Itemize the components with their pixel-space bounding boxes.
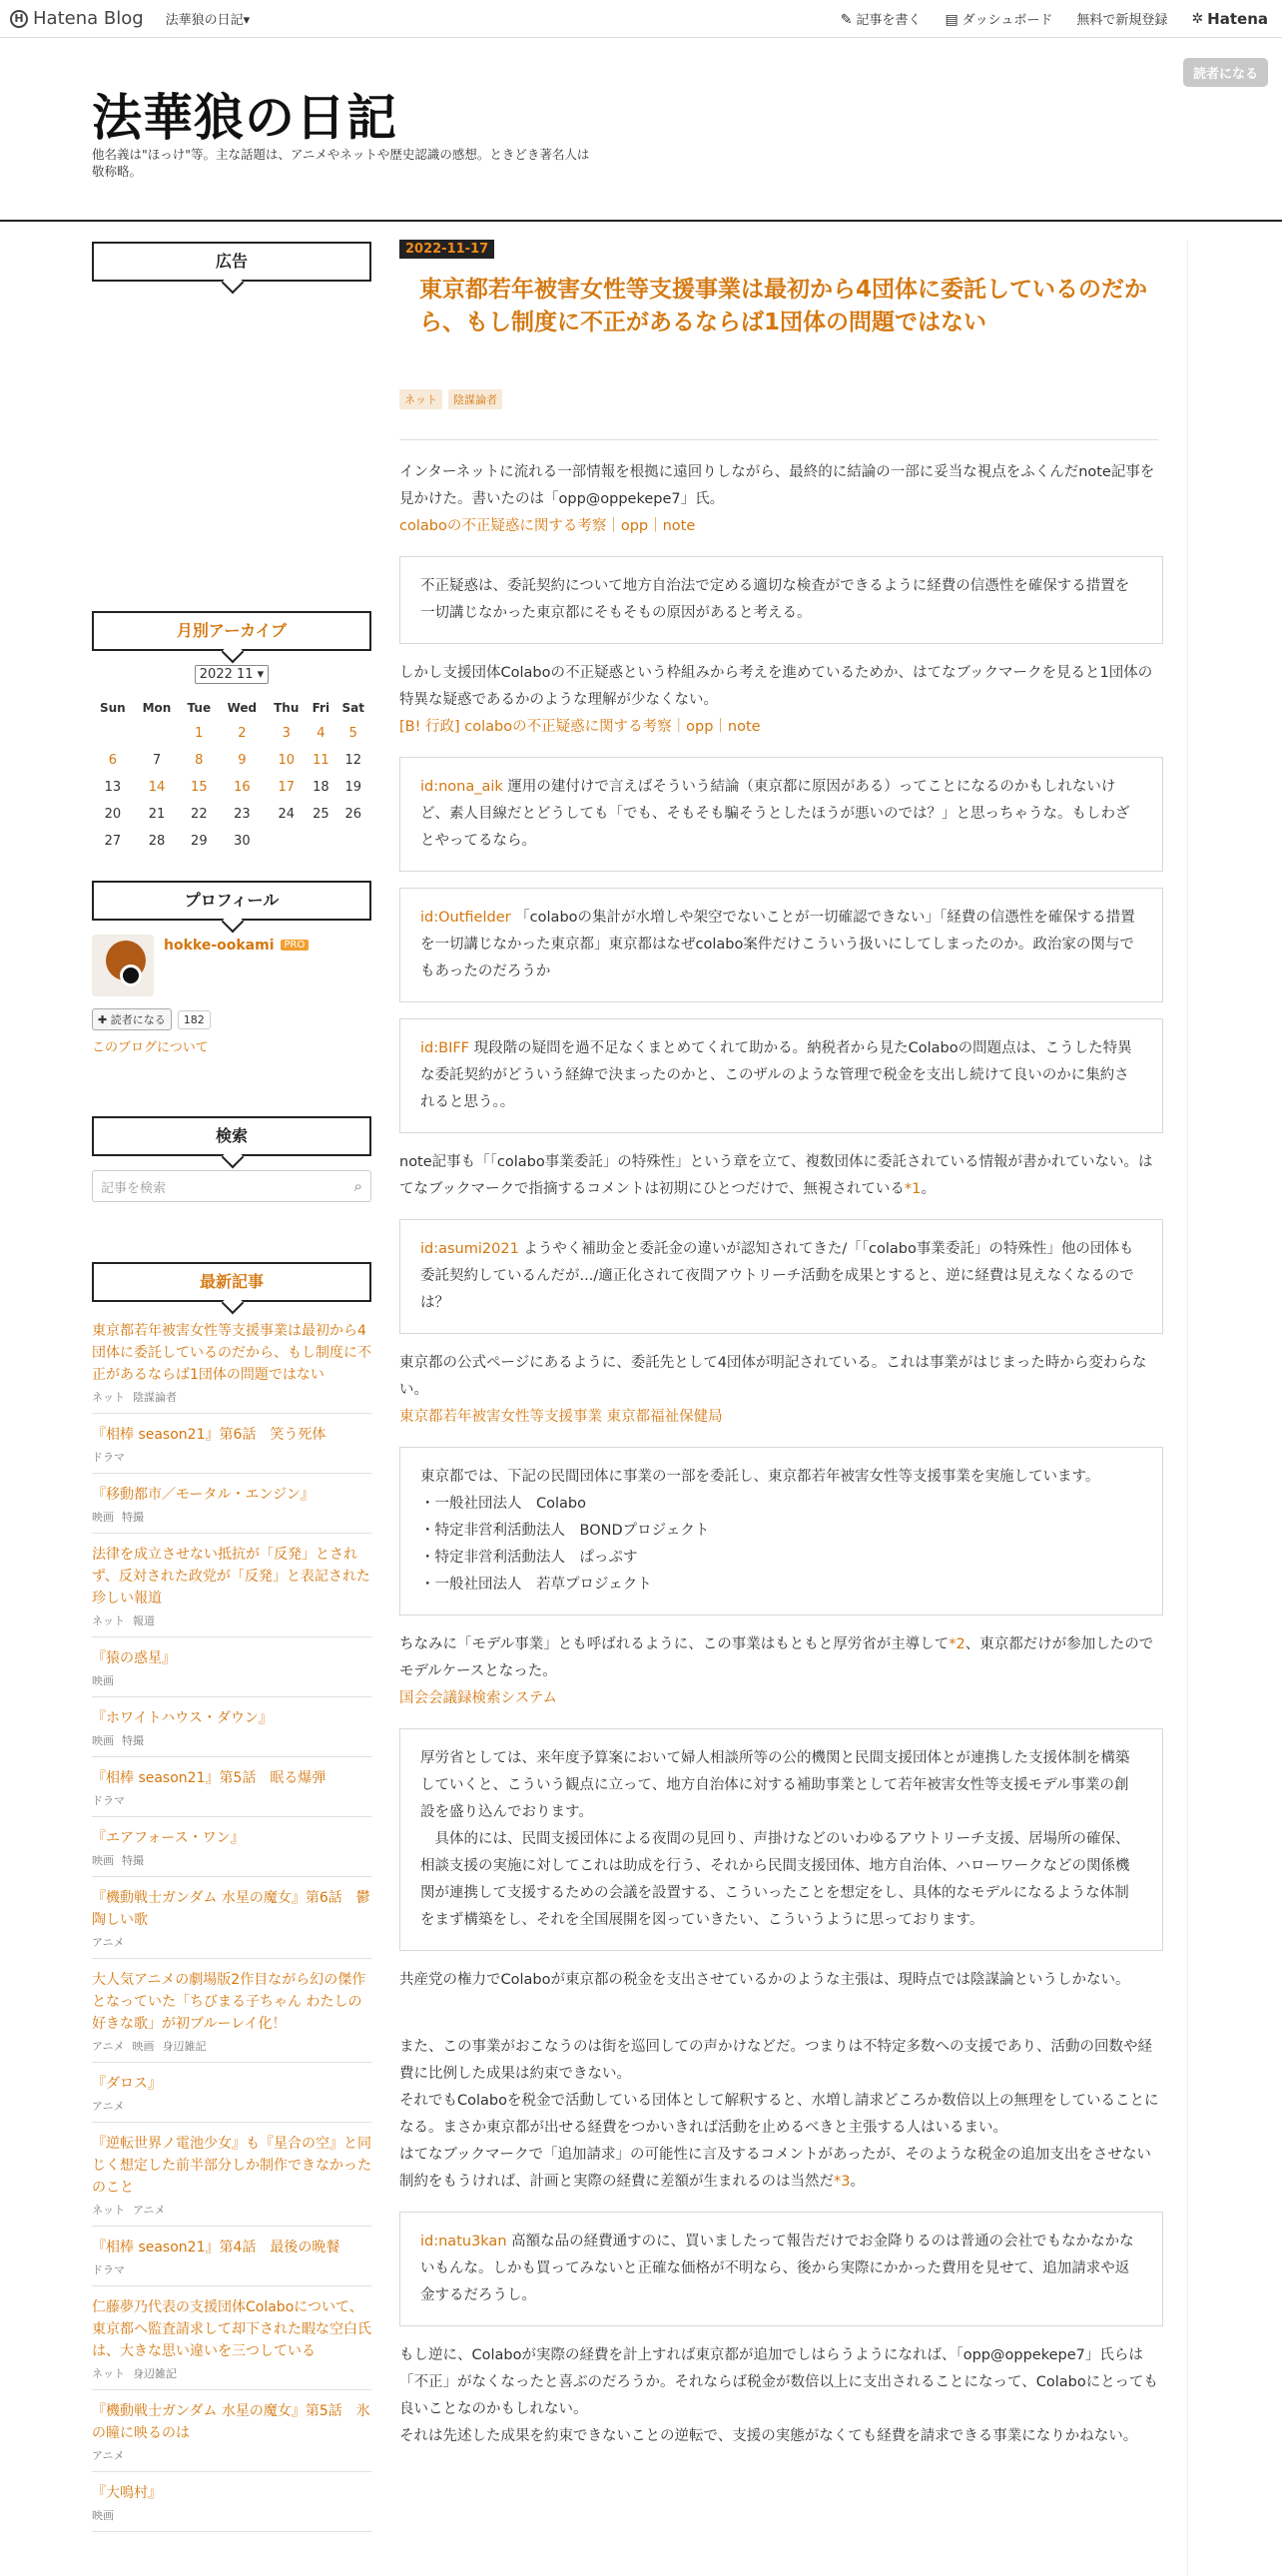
org-list-item: ・特定非営利活動法人 ぱっぷす [420, 1550, 638, 1566]
blockquote: 厚労省としては、来年度予算案において婦人相談所等の公的機関と民間支援団体とが連携した支援体制を構築していくと、こういう観点に立って、地方自治体に対する補助事業として若年被害女性等支援モデル事業の創設を盛り込んでおります。 具体的には、民間支援団体による夜間の見回り、声掛けなどのいわゆるアウトリーチ支援、居場所の確保、相談支援の実施に対してこれは助成を行う、それから民間支援団体、地方自治体、ハローワークなどの関係機関が連携して支援するための会議を設置する、こういったことを想定をし、具体的なモデルになるような体制をまず構築をし、それを全国展開を図っていきたい、こういうように思っております。 [399, 1728, 1163, 1951]
calendar-weekday: Tue [187, 701, 212, 715]
hatena-menu[interactable]: ✲ Hatena [1191, 9, 1268, 28]
entry-date[interactable]: 2022-11-17 [399, 240, 494, 259]
calendar-day[interactable]: 3 [282, 726, 291, 741]
paragraph: それは先述した成果を約束できないことの逆転で、支援の実態がなくても経費を請求できる事業になりかねない。 [399, 2428, 1138, 2444]
calendar-weekday: Thu [274, 701, 300, 715]
recent-entry-category[interactable]: 身辺雑記 [162, 2040, 207, 2053]
divider [399, 439, 1158, 440]
paragraph: 東京都の公式ページにあるように、委託先として4団体が明記されている。これは事業がはじまった時から変わらない。 [399, 1355, 1147, 1398]
recent-entry-title[interactable]: 『ホワイトハウス・ダウン』 [92, 1710, 273, 1726]
blockquote: 東京都では、下記の民間団体に事業の一部を委託し、東京都若年被害女性等支援事業を実施しています。 ・一般社団法人 Colabo ・特定非営利活動法人 BONDプロジェクト ・特定非営利活動法人 ぱっぷす ・一般社団法人 若草プロジェクト [399, 1447, 1163, 1615]
recent-entry-title[interactable]: 大人気アニメの劇場版2作目ながら幻の傑作となっていた「ちびまる子ちゃん わたしの好きな歌」が初ブルーレイ化！ [92, 1972, 366, 2032]
recent-entry-category[interactable]: アニメ [92, 2449, 125, 2462]
avatar[interactable] [92, 935, 154, 996]
paragraph: note記事も「「colabo事業委託」の特殊性」という章を立て、複数団体に委託されている情報が書かれていない。はてなブックマークで指摘するコメントは初期にひとつだけで、無視されている*1。 [399, 1154, 1153, 1197]
bookmark-comment: id:nona_aik 運用の建付けで言えばそういう結論（東京都に原因がある）ってことになるのかもしれないけど、素人目線だとどうしても「でも、そもそも騙そうとしたほうが悪いのでは？」と思っちゃうな。もしわざとやってるなら。 [399, 757, 1163, 872]
recent-entry-category[interactable]: 特撮 [122, 1511, 144, 1524]
entry-title[interactable]: 東京都若年被害女性等支援事業は最初から4団体に委託しているのだから、もし制度に不正があるならば1団体の問題ではない [419, 277, 1148, 335]
calendar-weekday: Fri [312, 701, 330, 715]
plus-icon: ✚ [98, 1013, 108, 1026]
footnote-link[interactable]: *3 [834, 2174, 851, 2190]
calendar-day[interactable]: 9 [238, 753, 247, 768]
calendar-day: 28 [148, 834, 166, 849]
calendar-day: 7 [152, 753, 162, 768]
recent-entry [92, 2123, 371, 2227]
search-input[interactable]: 記事を検索 ⌕ [92, 1170, 371, 1202]
dashboard-icon: ▤ [945, 12, 959, 28]
bookmark-comment: id:asumi2021 ようやく補助金と委託金の違いが認知されてきた/「「colabo事業委託」の特殊性」他の団体も委託契約しているんだが.../適正化されて夜間アウトリーチ活動を成果とすると、逆に経費は見えなくなるのでは？ [399, 1219, 1163, 1334]
recent-entry-category[interactable]: ドラマ [92, 2263, 125, 2276]
recent-entry [92, 2286, 371, 2390]
calendar-day: 29 [191, 834, 208, 849]
recent-entry-title[interactable]: 『ダロス』 [92, 2076, 162, 2092]
calendar-day: 25 [313, 807, 329, 822]
recent-entry-title[interactable]: 仁藤夢乃代表の支援団体Colaboについて、東京都へ監査請求して却下された暇な空白氏は、大きな思い違いを三つしている [92, 2299, 371, 2359]
recent-entry-title[interactable]: 『機動戦士ガンダム 水星の魔女』第5話 氷の瞳に映るのは [92, 2403, 370, 2441]
calendar-day: 22 [191, 807, 208, 822]
blog-title[interactable]: 法華狼の日記 [92, 89, 397, 147]
recent-entry [92, 1877, 371, 1959]
calendar-day[interactable]: 4 [317, 726, 325, 741]
org-list-item: ・一般社団法人 Colabo [420, 1496, 586, 1512]
archive-title: 月別アーカイブ [92, 611, 371, 651]
calendar-day[interactable]: 15 [191, 780, 208, 795]
recent-entry-title[interactable]: 『機動戦士ガンダム 水星の魔女』第6話 鬱陶しい歌 [92, 1890, 370, 1928]
recent-entry-category[interactable]: ドラマ [92, 1794, 125, 1807]
paragraph: ちなみに「モデル事業」とも呼ばれるように、この事業はもともと厚労省が主導して*2、東京都だけが参加したのでモデルケースとなった。 [399, 1636, 1154, 1679]
calendar-day: 23 [234, 807, 251, 822]
ad-title: 広告 [92, 242, 371, 282]
calendar-day: 19 [344, 780, 362, 795]
calendar-day: 21 [148, 807, 166, 822]
paragraph: また、この事業がおこなうのは街を巡回しての声かけなどだ。つまりは不特定多数への支援であり、活動の回数や経費に比例した成果は約束できない。 [399, 2039, 1152, 2082]
about-blog-link[interactable]: このブログについて [92, 1040, 209, 1055]
blockquote: 不正疑惑は、委託契約について地方自治法で定める適切な検査ができるように経費の信憑性を確保する措置を一切講じなかった東京都にそもそもの原因があると考える。 [399, 556, 1163, 644]
recent-entry-category[interactable]: 報道 [133, 1614, 155, 1627]
entry-body [399, 459, 1163, 2450]
calendar-day[interactable]: 11 [313, 753, 329, 768]
recent-entry-title[interactable]: 東京都若年被害女性等支援事業は最初から4団体に委託しているのだから、もし制度に不正があるならば1団体の問題ではない [92, 1323, 371, 1383]
calendar-day: 12 [344, 753, 362, 768]
recent-entry-category[interactable]: 映画 [92, 1511, 114, 1524]
recent-entry-category[interactable]: ネット [92, 1391, 125, 1404]
org-list-item: ・一般社団法人 若草プロジェクト [420, 1577, 652, 1593]
hatena-logo-icon: H [10, 10, 28, 28]
recent-entry-title[interactable]: 『逆転世界ノ電池少女』も『星合の空』と同じく想定した前半部分しか制作できなかったのこと [92, 2136, 371, 2196]
recent-entry-category[interactable]: アニメ [92, 2100, 125, 2113]
calendar-day: 24 [278, 807, 296, 822]
calendar-day[interactable]: 1 [195, 726, 204, 741]
subscriber-count[interactable]: 182 [178, 1010, 211, 1029]
footnote-link[interactable]: *1 [904, 1181, 922, 1197]
calendar-day: 18 [313, 780, 329, 795]
recent-entry-title[interactable]: 『相棒 season21』第5話 眠る爆弾 [92, 1770, 326, 1786]
entry-tag[interactable]: 陰謀論者 [448, 389, 502, 409]
calendar-day[interactable]: 17 [278, 780, 296, 795]
note-article-link[interactable]: colaboの不正疑惑に関する考察｜opp｜note [399, 518, 696, 534]
profile-name[interactable]: hokke-ookami [164, 938, 275, 954]
pencil-icon: ✎ [840, 12, 853, 28]
hatena-star-icon: ✲ [1191, 10, 1204, 27]
pro-badge: PRO [281, 940, 310, 951]
entry [399, 240, 1188, 2576]
recent-entry-title[interactable]: 『移動都市／モータル・エンジン』 [92, 1487, 315, 1503]
tokyo-official-link[interactable]: 東京都若年被害女性等支援事業 東京都福祉保健局 [399, 1409, 723, 1425]
paragraph: 共産党の権力でColaboが東京都の税金を支出させているかのような主張は、現時点では陰謀論というしかない。 [399, 1972, 1130, 1988]
paragraph: はてなブックマークで「追加請求」の可能性に言及するコメントがあったが、そのような税金の追加支出をさせない制約をもうければ、計画と実際の経費に差額が生まれるのは当然だ*3。 [399, 2147, 1151, 2190]
calendar-weekday: Sun [99, 701, 126, 715]
recent-entry-category[interactable]: 身辺雑記 [133, 2367, 177, 2380]
calendar-day[interactable]: 6 [108, 753, 117, 768]
paragraph: インターネットに流れる一部情報を根拠に遠回りしながら、最終的に結論の一部に妥当な視点をふくんだnote記事を見かけた。書いたのは「opp@oppekepe7」氏。 [399, 464, 1155, 507]
top-bar [0, 0, 1282, 38]
recent-entry-category[interactable]: 映画 [92, 1734, 114, 1747]
calendar-day [92, 720, 134, 747]
bookmark-comment: id:Outfielder 「colaboの集計が水増しや架空でないことが一切確認できない」「経費の信憑性を確保する措置を一切講じなかった東京都」東京都はなぜcolabo案件だけこういう扱いにしてしまったのか。政治家の関与でもあったのだろうか [399, 888, 1163, 1002]
recent-entry [92, 1637, 371, 1697]
recent-entry [92, 1817, 371, 1877]
recent-entry-category[interactable]: ネット [92, 1614, 125, 1627]
user-id-link[interactable]: id:BIFF [420, 1040, 470, 1056]
blog-description: 他名義は"ほっけ"等。主な話題は、アニメやネットや歴史認識の感想。ときどき著名人は敬称略。 [92, 147, 590, 179]
recent-entry-category[interactable]: ネット [92, 2204, 125, 2217]
entry-tag[interactable]: ネット [399, 389, 442, 409]
profile-module [92, 881, 371, 1055]
recent-entry-category[interactable]: ドラマ [92, 1451, 125, 1464]
calendar-day[interactable]: 2 [238, 726, 247, 741]
recent-entry-category[interactable]: 映画 [92, 1674, 114, 1687]
recent-entry [92, 1414, 371, 1474]
recent-entry-title[interactable]: 『エアフォース・ワン』 [92, 1830, 245, 1846]
calendar-day: 30 [234, 834, 251, 849]
recent-entry [92, 1757, 371, 1817]
ad-module [92, 242, 371, 282]
recent-entry [92, 2227, 371, 2286]
recent-entry-title[interactable]: 『大鳴村』 [92, 2485, 162, 2501]
calendar-day[interactable]: 10 [278, 753, 296, 768]
recent-entry [92, 1697, 371, 1757]
calendar-day[interactable]: 16 [234, 780, 251, 795]
recent-entry [92, 2063, 371, 2123]
recent-entries-module [92, 1262, 371, 2532]
user-id-link[interactable]: id:nona_aik [420, 779, 503, 795]
recent-entry [92, 1959, 371, 2063]
recent-entry-title[interactable]: 『猿の惑星』 [92, 1650, 176, 1666]
user-id-link[interactable]: id:natu3kan [420, 2234, 507, 2250]
recent-entry-category[interactable]: ネット [92, 2367, 125, 2380]
recent-entry-category[interactable]: 特撮 [122, 1854, 144, 1867]
calendar-day: 20 [104, 807, 122, 822]
recent-entry-category[interactable]: アニメ [92, 1936, 125, 1949]
archive-month-select[interactable]: 2022 11 ▾ [195, 665, 269, 684]
recent-entry-title[interactable]: 『相棒 season21』第4話 最後の晩餐 [92, 2240, 340, 2255]
recent-entry [92, 1316, 371, 1414]
diet-record-link[interactable]: 国会会議録検索システム [399, 1690, 558, 1706]
recent-entry-category[interactable]: 陰謀論者 [133, 1391, 177, 1404]
recent-entry [92, 2472, 371, 2532]
calendar-day: 27 [104, 834, 122, 849]
subscribe-button[interactable]: 読者になる [1183, 58, 1268, 87]
recent-entry-category[interactable]: アニメ [92, 2040, 125, 2053]
calendar-day: 13 [104, 780, 122, 795]
recent-entry [92, 1474, 371, 1534]
calendar-day [307, 828, 334, 855]
write-entry-link[interactable]: ✎ 記事を書く [840, 12, 922, 28]
calendar-day[interactable]: 5 [348, 726, 357, 741]
recent-entry [92, 1534, 371, 1637]
calendar-day[interactable]: 14 [148, 780, 166, 795]
user-id-link[interactable]: id:asumi2021 [420, 1241, 519, 1257]
bookmark-comment: id:natu3kan 高額な品の経費通すのに、買いましたって報告だけでお金降りるのは普通の会社でもなかなかないもんな。しかも買ってみないと正確な価格が不明なら、後から実際にかかった費用を見せて、追加請求や返金するだろうし。 [399, 2212, 1163, 2326]
paragraph: もし逆に、Colaboが実際の経費を計上すれば東京都が追加でしはらうようになれば、「opp@oppekepe7」氏らは「不正」がなくなったと喜ぶのだろうか。それならば税金が数倍以上に支出されることになって、Colaboにとっても良いことなのかもしれない。 [399, 2347, 1158, 2417]
calendar-day: 26 [344, 807, 362, 822]
blog-selector[interactable]: 法華狼の日記▾ [165, 13, 251, 28]
blog-header [0, 38, 1282, 222]
calendar-day[interactable]: 8 [195, 753, 204, 768]
user-id-link[interactable]: id:Outfielder [420, 910, 511, 926]
footnote-link[interactable]: *2 [949, 1636, 965, 1652]
recent-entries-title: 最新記事 [92, 1262, 371, 1302]
bookmark-comment: id:BIFF 現段階の疑問を過不足なくまとめてくれて助かる。納税者から見たColaboの問題点は、こうした特異な委託契約がどういう経緯で決まったのかと、このザルのような管理で税金を支出し続けて良いのかに集約されると思う。。 [399, 1018, 1163, 1133]
recent-entry-category[interactable]: 映画 [132, 2040, 155, 2053]
org-list-item: ・特定非営利活動法人 BONDプロジェクト [420, 1523, 710, 1539]
profile-subscribe-button[interactable]: ✚ 読者になる [92, 1008, 172, 1030]
recent-entry-category[interactable]: アニメ [133, 2204, 166, 2217]
recent-entry-category[interactable]: 特撮 [122, 1734, 144, 1747]
hatena-blog-logo[interactable]: H Hatena Blog [10, 8, 144, 29]
archive-module [92, 611, 371, 855]
profile-title: プロフィール [92, 881, 371, 921]
search-icon[interactable]: ⌕ [353, 1177, 362, 1195]
calendar [92, 696, 371, 855]
calendar-weekday: Sat [341, 701, 364, 715]
calendar-day [335, 828, 371, 855]
signup-link[interactable]: 無料で新規登録 [1076, 13, 1168, 28]
paragraph: しかし支援団体Colaboの不正疑惑という枠組みから考えを進めているためか、はてなブックマークを見ると1団体の特異な疑惑であるかのような理解が少なくない。 [399, 665, 1153, 708]
search-title: 検索 [92, 1116, 371, 1156]
recent-entry-title[interactable]: 『相棒 season21』第6話 笑う死体 [92, 1427, 326, 1443]
recent-entry [92, 2390, 371, 2472]
dashboard-link[interactable]: ▤ ダッシュボード [945, 12, 1053, 28]
calendar-day [266, 828, 307, 855]
recent-entry-category[interactable]: 映画 [92, 1854, 114, 1867]
paragraph: それでもColaboを税金で活動している団体として解釈すると、水増し請求どころか数倍以上の無理をしていることになる。まさか東京都が出せる経費をつかいきれば活動を止めるべきと主張する人はいるまい。 [399, 2093, 1159, 2136]
calendar-weekday: Wed [227, 701, 258, 715]
hatena-bookmark-link[interactable]: [B! 行政] colaboの不正疑惑に関する考察｜opp｜note [399, 719, 761, 735]
recent-entries-list [92, 1316, 371, 2532]
calendar-day [134, 720, 181, 747]
recent-entry-category[interactable]: 映画 [92, 2509, 114, 2522]
search-module [92, 1116, 371, 1202]
recent-entry-title[interactable]: 法律を成立させない抵抗が「反発」とされず、反対された政党が「反発」と表記された珍しい報道 [92, 1547, 370, 1607]
calendar-weekday: Mon [142, 701, 172, 715]
